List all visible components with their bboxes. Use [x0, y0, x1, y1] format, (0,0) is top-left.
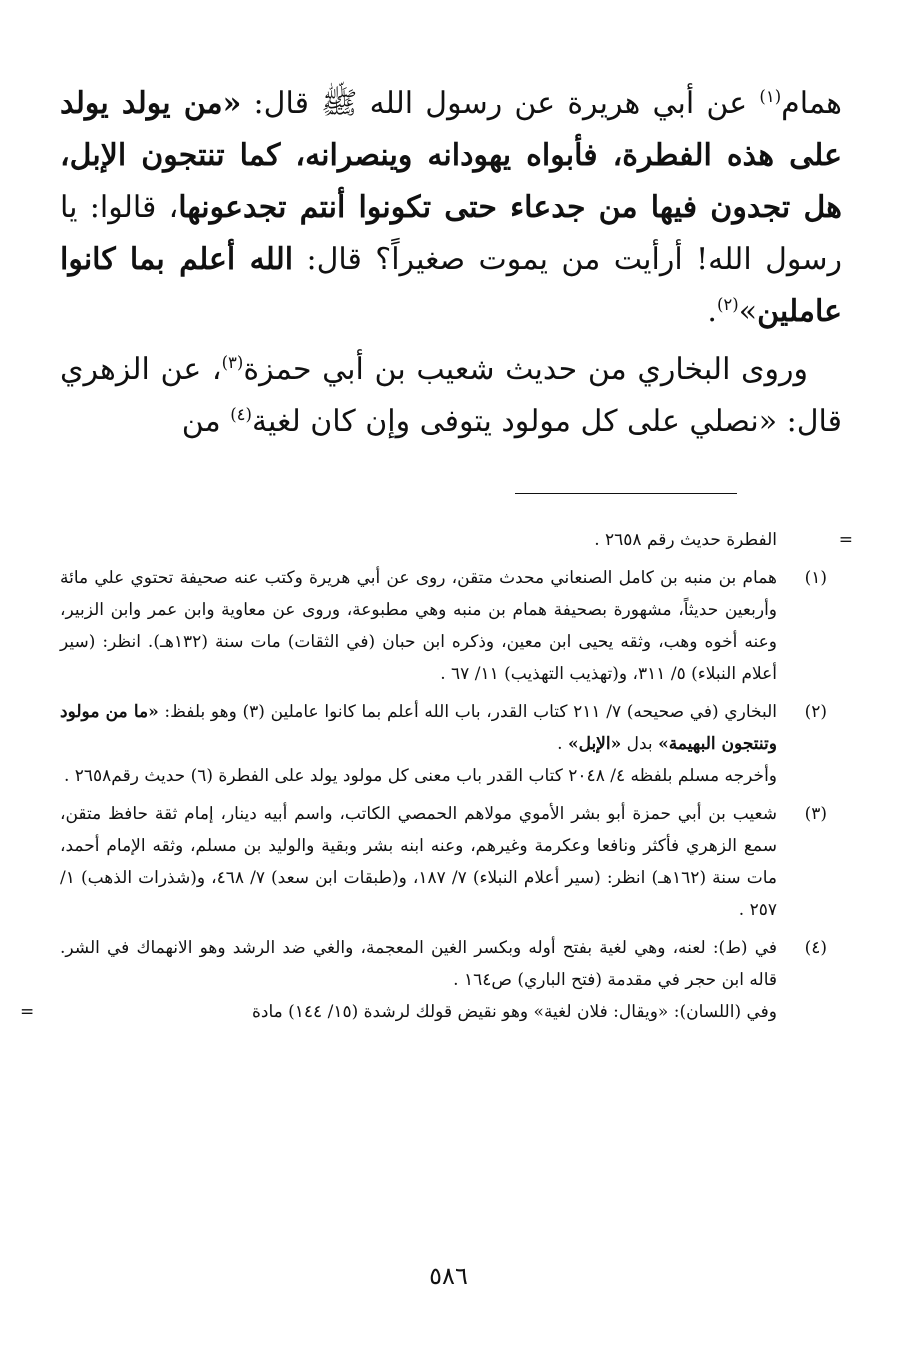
footnote-ref: (٤)	[230, 405, 252, 424]
footnote-text: شعيب بن أبي حمزة أبو بشر الأموي مولاهم الحمصي الكاتب، واسم أبيه دينار، إمام ثقة حافظ متقن، سمع الزهري فأكثر ونافعا وعكرمة وغيرهم، وعنه ابنه بشر وبقية والوليد بن مسلم، وثقه الإمام أحمد، مات سنة (١٦٢هـ) انظر: (سير أعلام النبلاء) ٧/ ١٨٧، و(طبقات ابن سعد) ٧/ ٤٦٨، و(شذرات الذهب) ١/ ٢٥٧ .	[60, 804, 777, 920]
continuation-mark: =	[20, 1002, 35, 1022]
text-span: من	[181, 404, 231, 439]
text-span: .	[707, 294, 717, 329]
footnote-ref: (٣)	[221, 353, 244, 372]
footnote-number: (٣)	[804, 804, 827, 824]
footnote-text: .	[557, 734, 568, 754]
footnote-number: (٤)	[804, 938, 827, 958]
footnote-number: (٢)	[804, 702, 827, 722]
paragraph-bukhari	[60, 344, 842, 448]
text-span: همام	[781, 86, 843, 121]
footnote-text: البخاري (في صحيحه) ٧/ ٢١١ كتاب القدر، باب الله أعلم بما كانوا عاملين (٣) وهو بلفظ:	[158, 702, 778, 722]
hadith-quote: الله أعلم بما كانوا عاملين	[60, 242, 842, 329]
footnote-ref: (٢)	[716, 295, 739, 314]
footnote-text: الفطرة حديث رقم ٢٦٥٨ .	[594, 530, 777, 550]
footnote-2	[60, 696, 827, 792]
text-span: ، عن الزهري قال: «نصلي على كل مولود يتوفى وإن كان لغية	[60, 352, 842, 439]
footnote-text: وفي (اللسان): «ويقال: فلان لغية» وهو نقيض قولك لرشدة (١٥/ ١٤٤) مادة	[251, 1002, 777, 1022]
footnote-divider	[515, 493, 737, 494]
footnote-number: (١)	[804, 568, 827, 588]
footnote-emphasis: «الإبل»	[567, 734, 622, 754]
paragraph-hadith	[60, 78, 842, 338]
footnote-text: بدل	[621, 734, 659, 754]
footnote-text: في (ط): لعنه، وهي لغية بفتح أوله وبكسر الغين المعجمة، والغي ضد الرشد وهو الانهماك في الشر. قاله ابن حجر في مقدمة (فتح الباري) ص١٦٤ .	[60, 938, 777, 990]
footnote-ref: (١)	[759, 87, 782, 106]
footnote-1	[60, 562, 827, 690]
footnote-3	[60, 798, 827, 926]
footnote-4	[20, 932, 827, 1028]
footnotes	[20, 524, 853, 1034]
footnote-emphasis: «ما من مولود وتنتجون البهيمة»	[60, 702, 777, 754]
footnote-line	[60, 696, 777, 760]
hadith-quote: «من يولد يولد على هذه الفطرة، فأبواه يهودانه وينصرانه، كما تنتجون الإبل، هل تجدون فيها من جدعاء حتى تكونوا أنتم تجدعونها	[60, 86, 842, 225]
continuation-mark: =	[838, 530, 853, 550]
text-span: ، قالوا: يا رسول الله! أرأيت من يموت صغيراً؟ قال:	[60, 190, 842, 277]
footnote-text: وأخرجه مسلم بلفظه ٤/ ٢٠٤٨ كتاب القدر باب معنى كل مولود يولد على الفطرة (٦) حديث رقم٢٦٥٨ .	[63, 766, 777, 786]
footnote-text: همام بن منبه بن كامل الصنعاني محدث متقن، روى عن أبي هريرة وكتب عنه صحيفة تحتوي علي مائة وأربعين حديثاً، مشهورة بصحيفة همام بن منبه وهي مطبوعة، وروى عن معاوية وابن عمر وابن الزبير، وعنه أخوه وهب، وثقه يحيى ابن معين، وذكره ابن حبان (في الثقات) مات سنة (١٣٢هـ). انظر: (سير أعلام النبلاء) ٥/ ٣١١، و(تهذيب التهذيب) ١١/ ٦٧ .	[60, 568, 778, 684]
page-number: ٥٨٦	[429, 1262, 468, 1290]
text-span: »	[738, 294, 758, 329]
main-text	[60, 78, 842, 448]
text-span: عن أبي هريرة عن رسول الله ﷺ قال:	[241, 86, 760, 121]
footnote-continuation	[60, 524, 853, 556]
text-span: وروى البخاري من حديث شعيب بن أبي حمزة	[243, 352, 808, 387]
